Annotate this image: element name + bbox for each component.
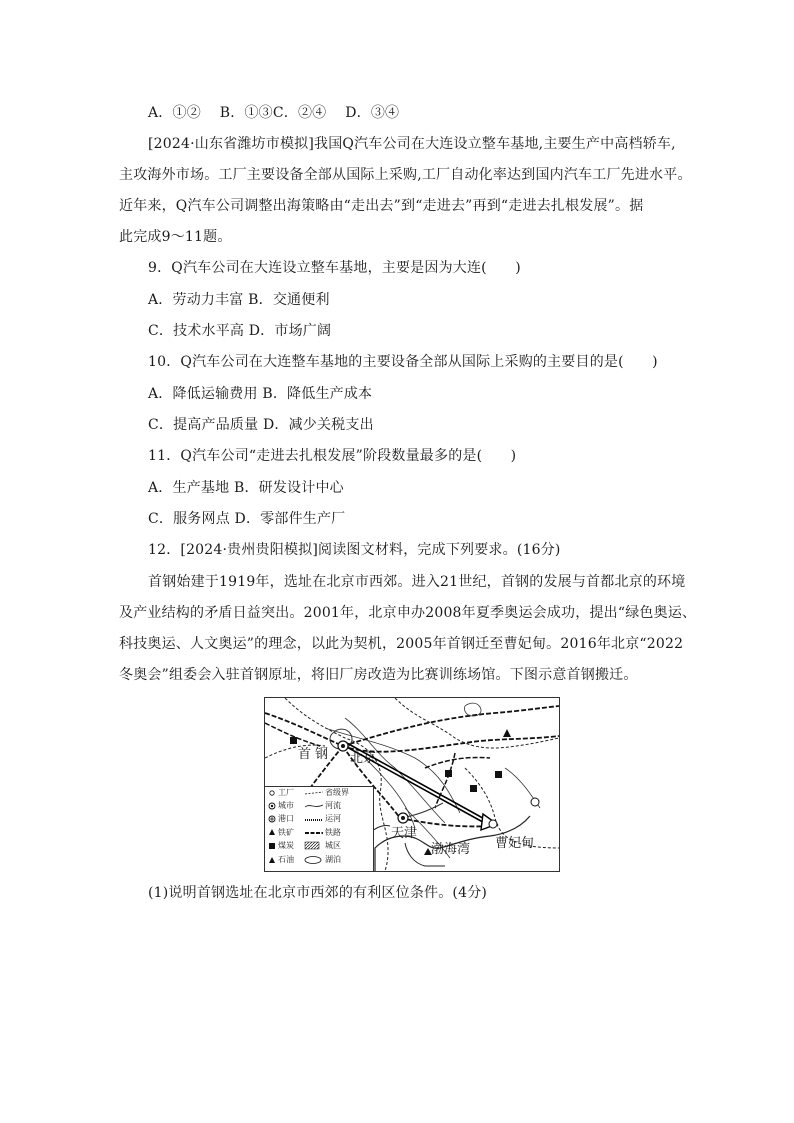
intro-line-2: 主攻海外市场。工厂主要设备全部从国际上采购,工厂自动化率达到国内汽车工厂先进水平。 [119,167,692,183]
map-legend [265,786,374,872]
legend-coal: 煤炭 [278,841,294,850]
q10-options-cd: C．提高产品质量 D．减少关税支出 [148,417,374,433]
intro-line-4: 此完成9～11题。 [119,229,232,245]
q11-options-cd: C．服务网点 D．零部件生产厂 [148,511,346,527]
legend-port: 港口 [278,814,294,823]
q11-options-ab: A．生产基地 B．研发设计中心 [148,480,344,496]
legend-iron: 铁矿 [278,828,294,837]
legend-oil: 石油 [278,855,294,864]
q12-para-line-3: 科技奥运、人文奥运”的理念，以此为契机，2005年首钢迁至曹妃甸。2016年北京“2022 [119,636,684,652]
label-caofeidian: 曹妃甸 [495,836,535,851]
q11-stem: 11．Q汽车公司“走进去扎根发展”阶段数量最多的是( ) [148,448,517,464]
q9-options-cd: C．技术水平高 D．市场广阔 [148,323,332,339]
q9-stem: 9．Q汽车公司在大连设立整车基地，主要是因为大连( ) [148,260,521,276]
label-tianjin: 天津 [391,826,418,841]
legend-canal: 运河 [325,814,341,823]
q12-stem: 12．[2024·贵州贵阳模拟]阅读图文材料，完成下列要求。(16分) [148,542,561,558]
label-bohai: 渤海湾 [431,842,471,857]
intro-line-3: 近年来，Q汽车公司调整出海策略由“走出去”到“走进去”再到“走进去扎根发展”。据 [119,198,644,214]
q9-options-ab: A．劳动力丰富 B．交通便利 [148,292,330,308]
label-beijing: 北京 [350,751,377,766]
legend-lake: 湖泊 [325,855,341,864]
legend-river: 河流 [325,801,341,810]
intro-line-1: [2024·山东省潍坊市模拟]我国Q汽车公司在大连设立整车基地,主要生产中高档轿车, [148,136,676,152]
relocation-map [264,697,560,872]
q12-para-line-4: 冬奥会”组委会入驻首钢原址，将旧厂房改造为比赛训练场馆。下图示意首钢搬迁。 [119,667,638,683]
q10-options-ab: A．降低运输费用 B．降低生产成本 [148,386,373,402]
legend-railway: 铁路 [325,828,341,837]
legend-city: 城市 [278,801,294,810]
label-shougang: 首 钢 [298,747,329,762]
q10-stem: 10．Q汽车公司在大连整车基地的主要设备全部从国际上采购的主要目的是( ) [148,354,658,370]
q12-para-line-2: 及产业结构的矛盾日益突出。2001年，北京申办2008年夏季奥运会成功，提出“绿色奥运、 [119,605,697,621]
q12-subquestion-1: (1)说明首钢选址在北京市西郊的有利区位条件。(4分) [148,885,488,901]
q8-options: A．①② B．①③C．②④ D．③④ [148,105,400,121]
legend-urban: 城区 [325,841,341,850]
q12-para-line-1: 首钢始建于1919年，选址在北京市西郊。进入21世纪，首钢的发展与首都北京的环境 [148,574,686,590]
legend-province: 省级界 [325,788,349,797]
legend-factory: 工厂 [278,788,294,797]
